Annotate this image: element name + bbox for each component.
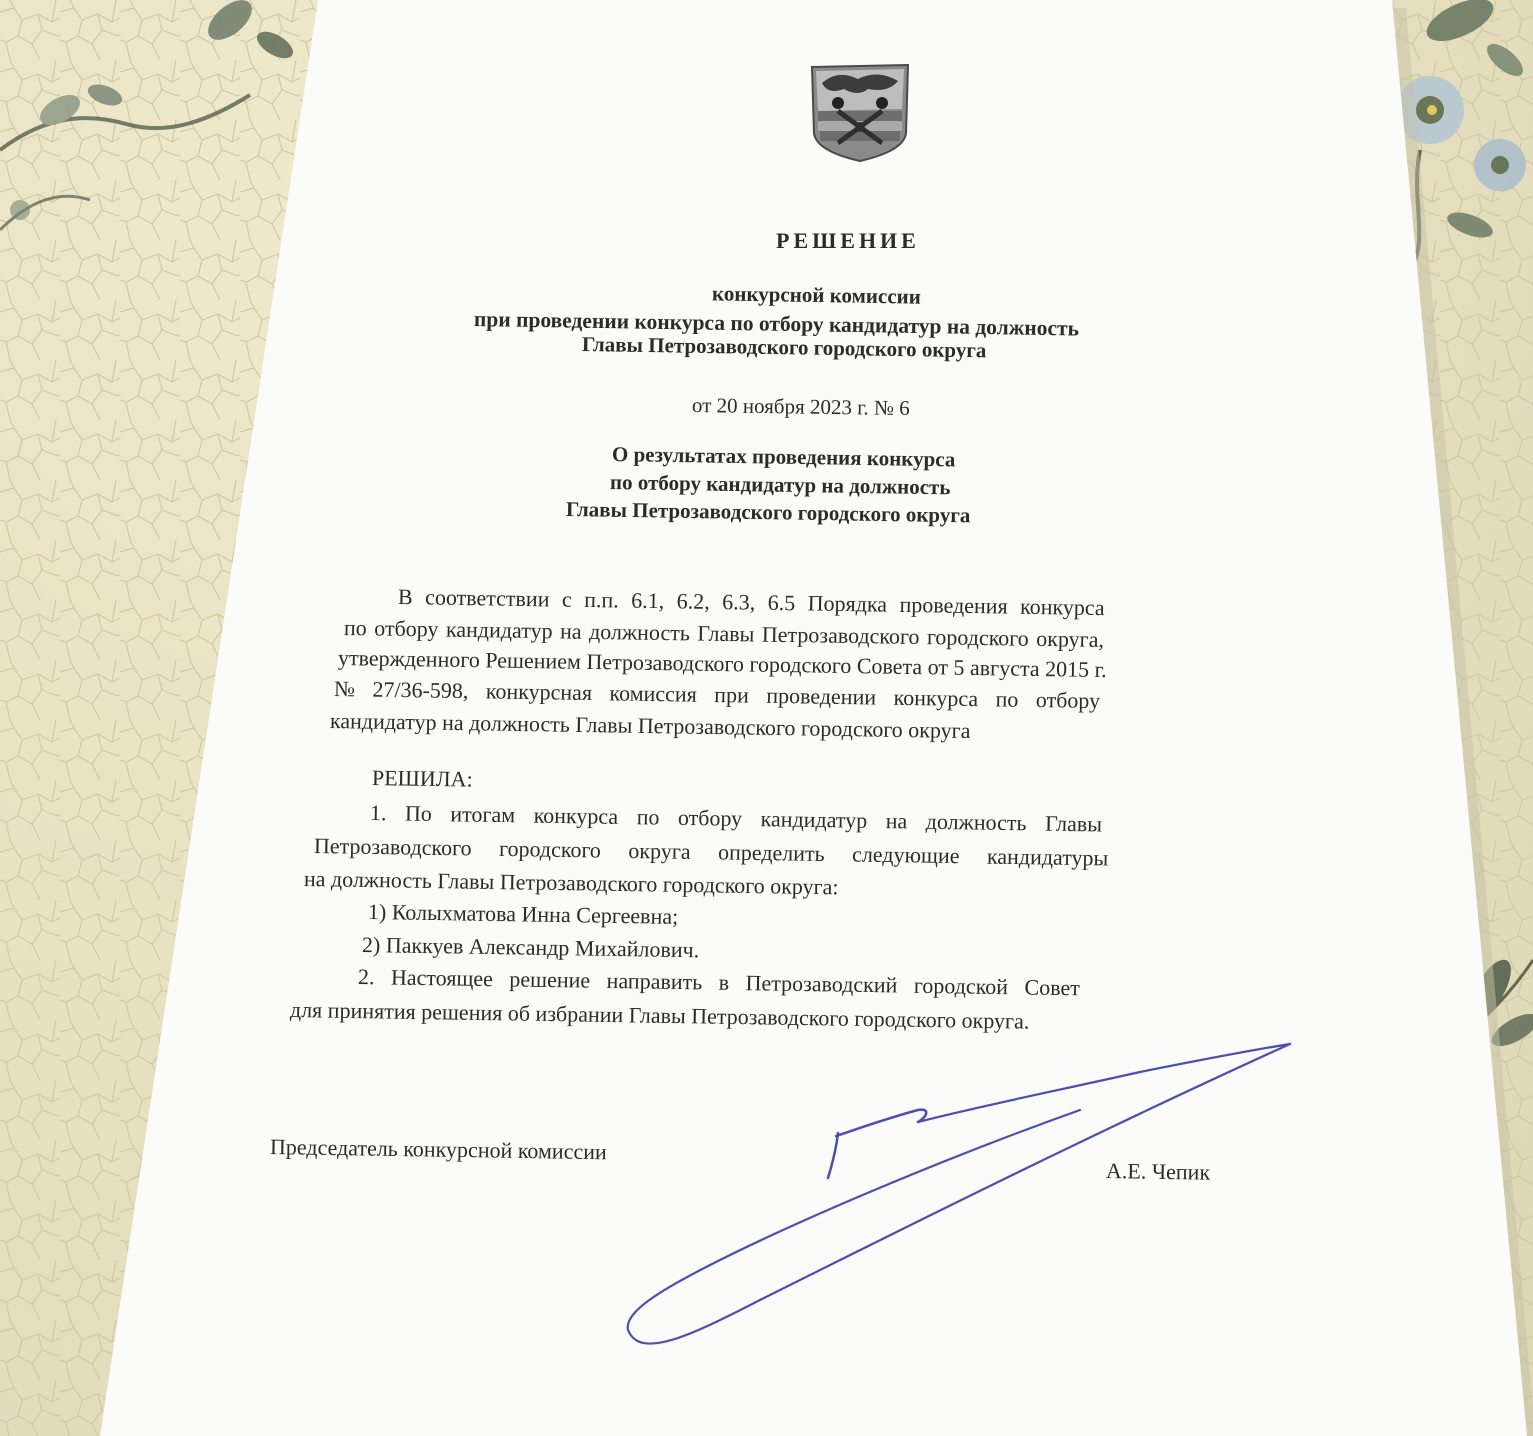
- item1-line-1: 1. По итогам конкурса по отбору кандидатур на должность Главы: [369, 800, 1103, 837]
- document-heading: РЕШЕНИЕ: [776, 228, 920, 253]
- candidate-2: 2) Паккуев Александр Михайлович.: [361, 932, 700, 963]
- candidate-1: 1) Колыхматова Инна Сергеевна;: [367, 899, 679, 929]
- decision-date: от 20 ноября 2023 г. № 6: [691, 393, 910, 421]
- item2-line-2: для принятия решения об избрании Главы Петрозаводского городского округа.: [289, 997, 1030, 1034]
- subheading-line-1: конкурсной комиссии: [711, 281, 922, 309]
- decided-label: РЕШИЛА:: [371, 765, 473, 792]
- subheading-line-2: при проведении конкурса по отбору кандидатур на должность: [473, 307, 1080, 341]
- signatory-title: Председатель конкурсной комиссии: [269, 1134, 607, 1165]
- preamble-line-4: № 27/36-598, конкурсная комиссия при проведении конкурса по отбору: [333, 676, 1101, 714]
- subheading-line-3: Главы Петрозаводского городского округа: [581, 332, 987, 363]
- preamble-line-3: утвержденного Решением Петрозаводского городского Совета от 5 августа 2015 г.: [337, 645, 1107, 683]
- preamble-line-5: кандидатур на должность Главы Петрозаводского городского округа: [329, 708, 971, 744]
- preamble-line-1: В соответствии с п.п. 6.1, 6.2, 6.3, 6.5 Порядка проведения конкурса: [397, 584, 1105, 621]
- signatory-name: А.Е. Чепик: [1105, 1158, 1211, 1185]
- subject-line-2: по отбору кандидатур на должность: [609, 470, 951, 500]
- subject-line-3: Главы Петрозаводского городского округа: [565, 497, 971, 528]
- subject-line-1: О результатах проведения конкурса: [611, 442, 956, 472]
- item2-line-1: 2. Настоящее решение направить в Петрозаводский городской Совет: [357, 964, 1081, 1001]
- item1-line-2: Петрозаводского городского округа определить следующие кандидатуры: [313, 833, 1109, 871]
- preamble-line-2: по отбору кандидатур на должность Главы Петрозаводского городского округа,: [343, 615, 1105, 652]
- item1-line-3: на должность Главы Петрозаводского городского округа:: [303, 866, 839, 900]
